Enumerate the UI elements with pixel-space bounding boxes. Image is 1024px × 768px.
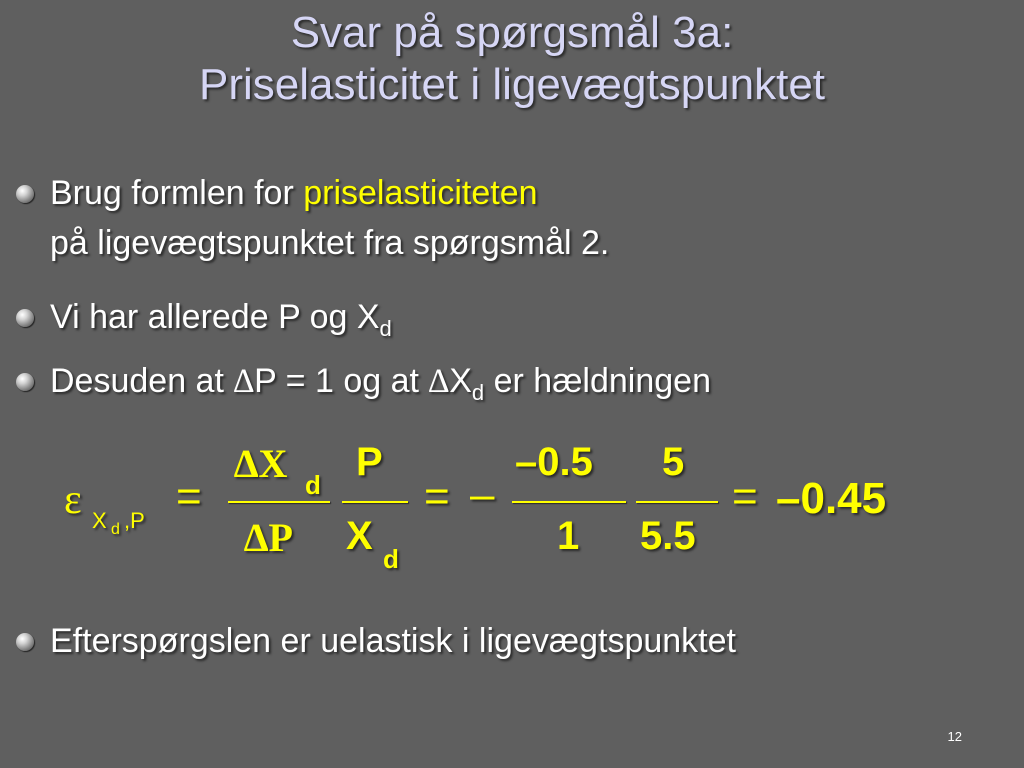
title-line-1: Svar på spørgsmål 3a: [290, 8, 734, 57]
fraction-bar-3 [512, 501, 626, 503]
bullet-4 [16, 616, 996, 666]
bullet-3-subscript: d [471, 380, 485, 405]
epsilon-sub-d: d [111, 521, 120, 538]
bullet-1-highlight: priselasticiteten [303, 174, 538, 212]
bullet-sphere-icon [16, 633, 34, 651]
epsilon-sub-p: ,P [124, 508, 145, 533]
slide-title [0, 0, 1024, 111]
equals-sign-3: = [732, 472, 758, 521]
bullet-sphere-icon [16, 185, 34, 203]
fraction-bar-2 [342, 501, 408, 503]
bullet-2 [16, 292, 996, 342]
bullet-2-text [50, 292, 392, 342]
equals-sign-1: = [176, 472, 202, 521]
bullet-1-text: Brug formlen for [50, 174, 304, 212]
bullet-3-text [50, 356, 711, 407]
fraction-1-denominator [244, 514, 293, 561]
bullet-3-pre: Desuden at [50, 362, 234, 400]
fraction-2-numerator: P [356, 440, 383, 484]
title-line-2: Priselasticitet i ligevægtspunktet [198, 60, 826, 109]
fraction-1-denominator-text: ∆P [244, 515, 293, 560]
equals-sign-2: = [424, 472, 450, 521]
bullet-sphere-icon [16, 373, 34, 391]
bullet-2-subscript: d [379, 316, 392, 341]
epsilon-sub-x: X [92, 508, 107, 533]
fraction-bar-4 [636, 501, 718, 503]
bullet-3 [16, 356, 996, 406]
bullet-3-mid: P = 1 og at [254, 362, 429, 400]
delta-symbol-2: ∆ [428, 363, 450, 400]
page-number: 12 [947, 729, 962, 744]
bullet-2-label: Vi har allerede P og X [50, 298, 380, 336]
fraction-4-denominator: 5.5 [640, 514, 696, 558]
minus-sign: – [470, 470, 495, 519]
fraction-4-numerator: 5 [662, 440, 685, 484]
fraction-1-numerator-sub: d [305, 470, 321, 500]
delta-symbol-1: ∆ [233, 363, 255, 400]
fraction-1-numerator-text: ∆X [234, 441, 288, 486]
fraction-2-denominator: X [346, 514, 373, 558]
bullet-1-line-1 [50, 168, 538, 218]
fraction-3-numerator: –0.5 [515, 440, 593, 484]
fraction-2-denominator-sub: d [383, 544, 399, 574]
epsilon-symbol: ε [64, 477, 82, 523]
fraction-1-numerator [234, 440, 287, 487]
bullet-3-x: X [449, 362, 472, 400]
bullet-1 [16, 168, 996, 268]
fraction-bar-1 [228, 501, 330, 503]
fraction-3-denominator: 1 [557, 514, 580, 558]
bullet-3-post: er hældningen [484, 362, 711, 400]
bullet-sphere-icon [16, 309, 34, 327]
result-value: –0.45 [776, 474, 887, 523]
bullet-4-text: Efterspørgslen er uelastisk i ligevægtspunktet [50, 622, 736, 660]
bullet-1-line-2: på ligevægtspunktet fra spørgsmål 2. [50, 224, 610, 262]
